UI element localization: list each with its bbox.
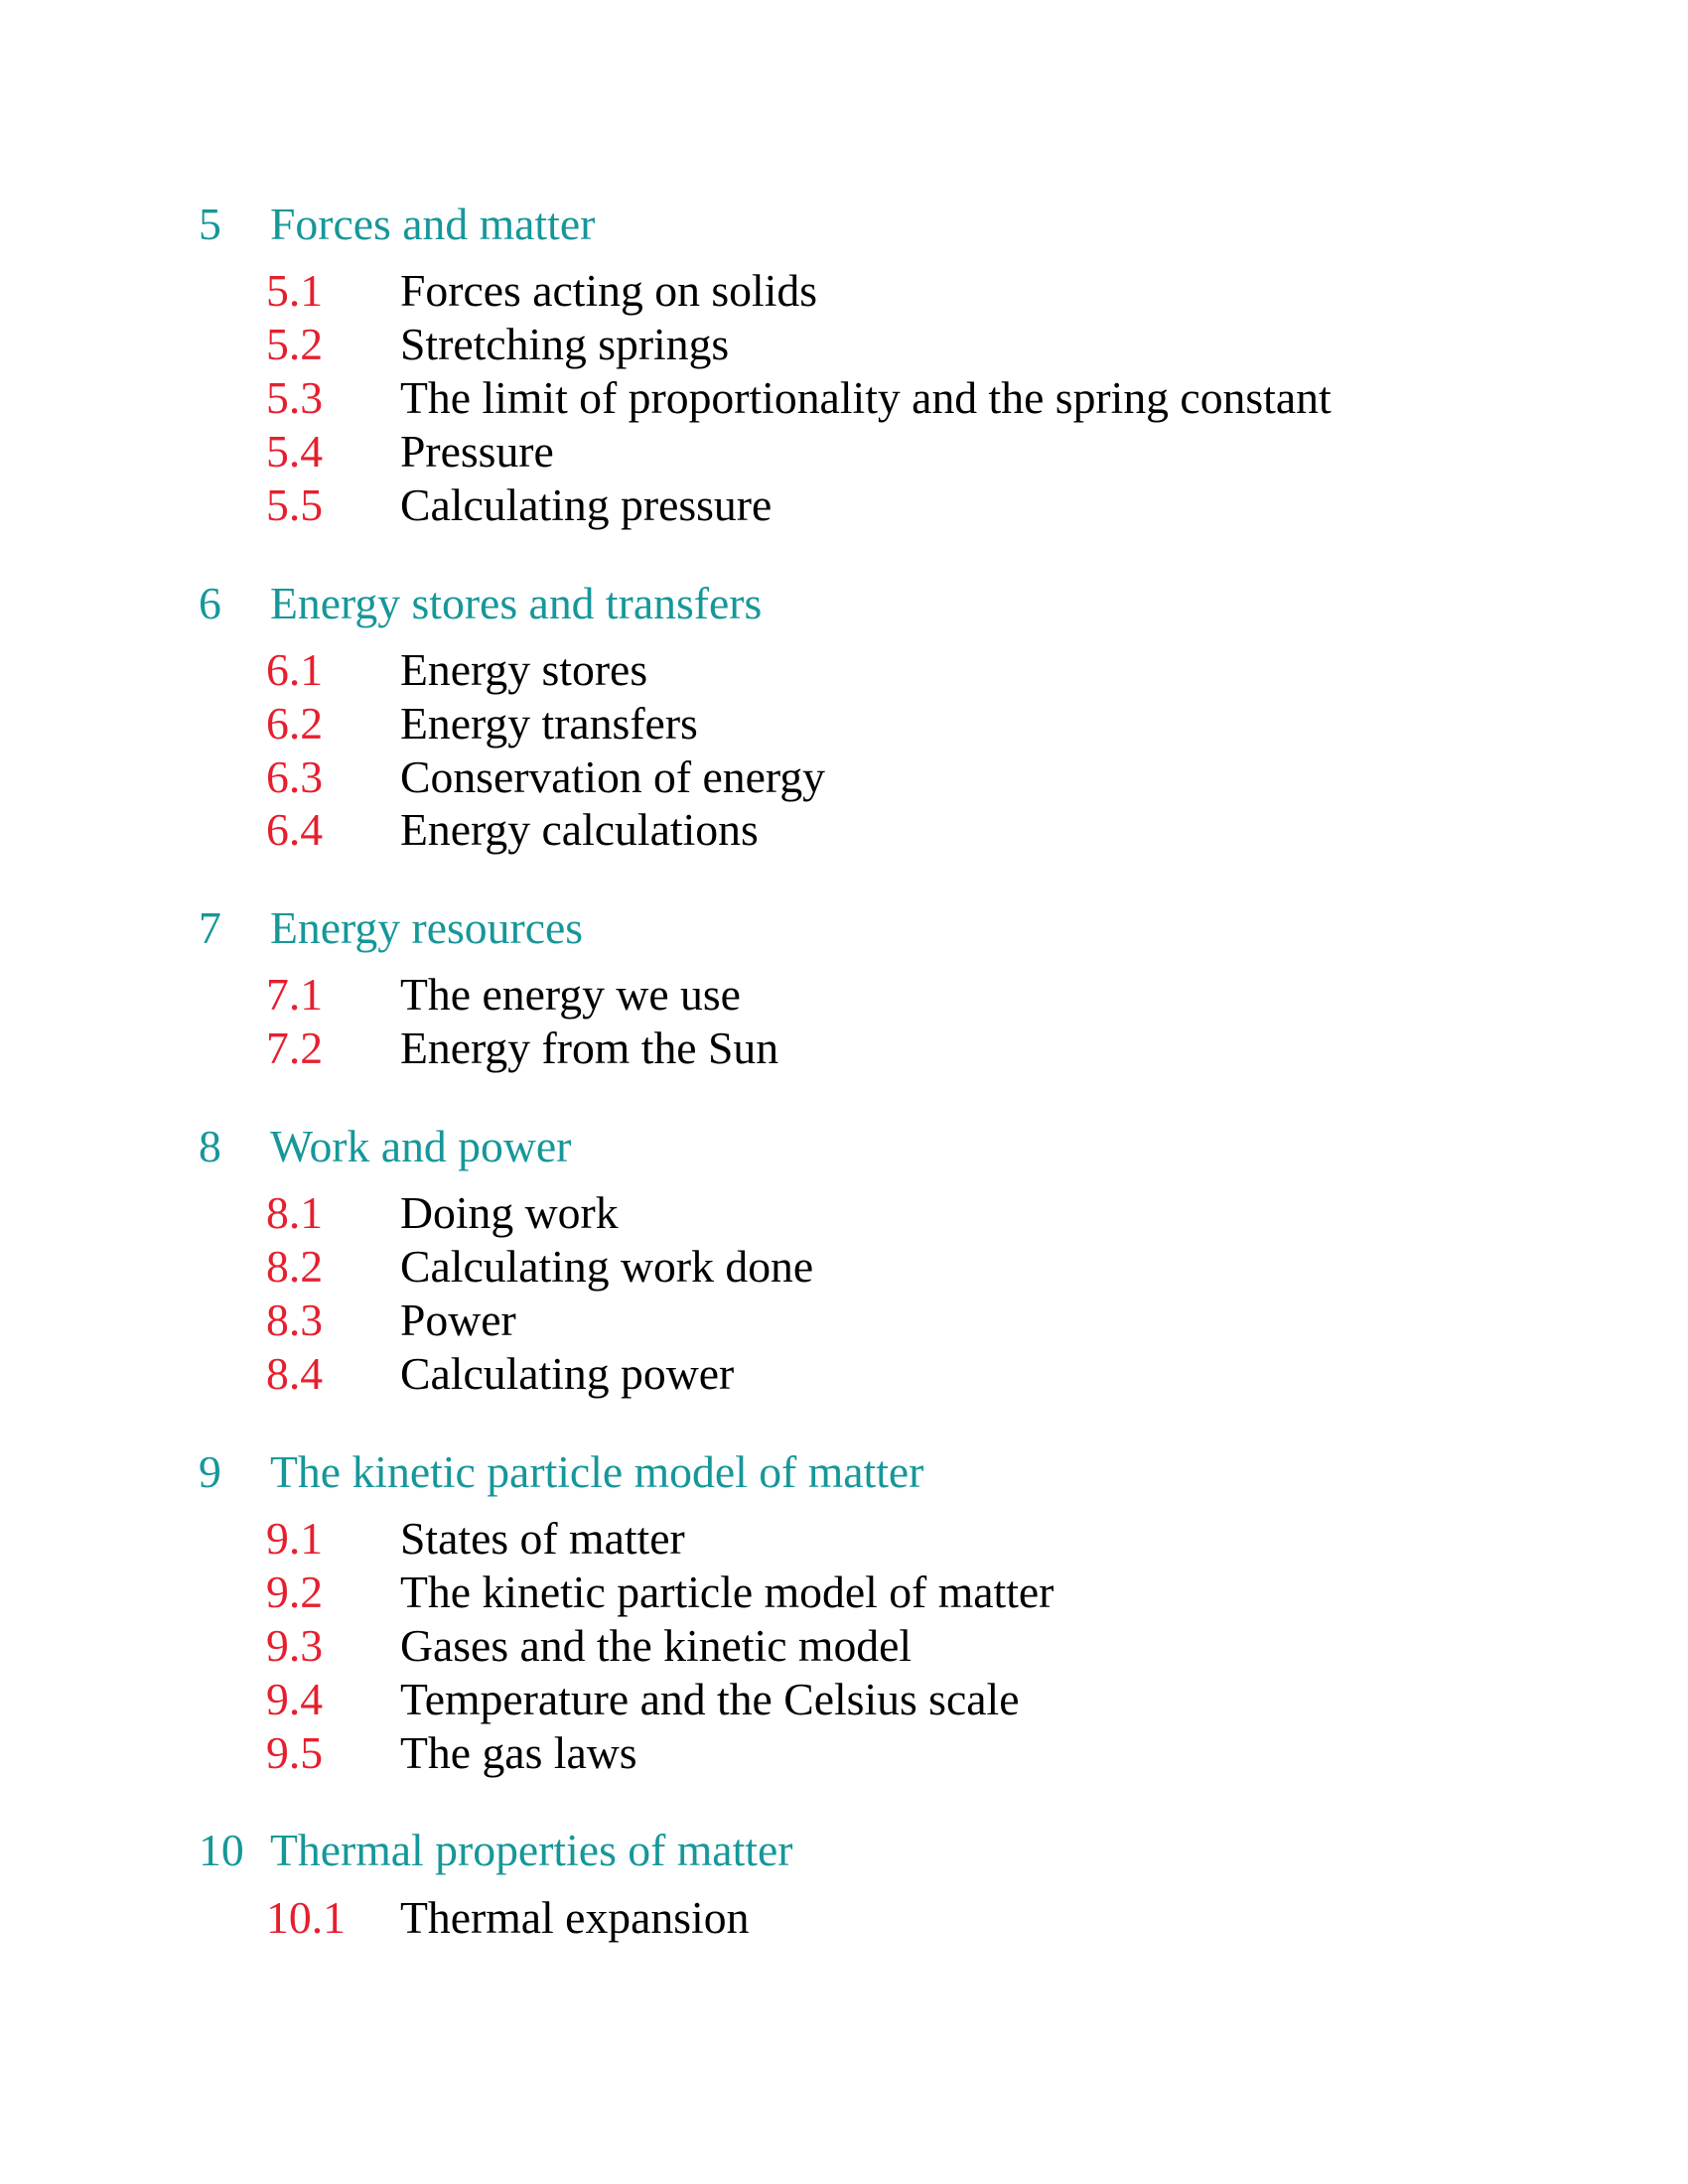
section-number: 8.2 — [266, 1241, 324, 1293]
section-entry[interactable] — [0, 751, 1688, 804]
chapter-9 — [0, 1445, 1688, 1780]
section-title: Calculating work done — [400, 1241, 814, 1293]
chapter-heading[interactable] — [0, 901, 1688, 955]
chapter-number: 5 — [199, 199, 221, 249]
section-title: Doing work — [400, 1187, 619, 1239]
section-number: 5.4 — [266, 425, 324, 477]
section-number: 5.2 — [266, 319, 324, 370]
chapter-title: Energy resources — [270, 902, 584, 954]
chapter-title: The kinetic particle model of matter — [270, 1445, 924, 1497]
section-title: Stretching springs — [400, 319, 730, 370]
chapter-10 — [0, 1824, 1688, 1944]
chapter-title: Thermal properties of matter — [270, 1825, 793, 1876]
section-entry[interactable] — [0, 968, 1688, 1022]
section-title: Gases and the kinetic model — [400, 1619, 913, 1671]
section-entry[interactable] — [0, 1619, 1688, 1673]
chapter-7 — [0, 901, 1688, 1075]
chapter-number: 10 — [199, 1825, 244, 1876]
section-entry[interactable] — [0, 1294, 1688, 1347]
section-entry[interactable] — [0, 1726, 1688, 1780]
chapter-8 — [0, 1120, 1688, 1401]
section-number: 7.2 — [266, 1023, 324, 1074]
section-title: Power — [400, 1295, 516, 1346]
chapter-title: Energy stores and transfers — [270, 577, 763, 628]
section-entry[interactable] — [0, 1240, 1688, 1294]
section-number: 9.1 — [266, 1513, 324, 1565]
section-number: 8.3 — [266, 1295, 324, 1346]
section-entry[interactable] — [0, 1566, 1688, 1619]
chapter-heading[interactable] — [0, 198, 1688, 251]
section-entry[interactable] — [0, 478, 1688, 532]
section-number: 5.1 — [266, 265, 324, 317]
section-title: Conservation of energy — [400, 751, 826, 802]
section-number: 8.1 — [266, 1187, 324, 1239]
section-title: Temperature and the Celsius scale — [400, 1673, 1020, 1724]
section-title: Energy stores — [400, 643, 648, 695]
chapter-number: 9 — [199, 1445, 221, 1497]
section-number: 10.1 — [266, 1891, 346, 1943]
section-title: Forces acting on solids — [400, 265, 818, 317]
section-title: The kinetic particle model of matter — [400, 1566, 1055, 1617]
chapter-heading[interactable] — [0, 1445, 1688, 1499]
section-title: States of matter — [400, 1513, 685, 1565]
section-entry[interactable] — [0, 371, 1688, 425]
section-title: Energy from the Sun — [400, 1023, 779, 1074]
section-entry[interactable] — [0, 1347, 1688, 1401]
section-entry[interactable] — [0, 318, 1688, 371]
section-entry[interactable] — [0, 1673, 1688, 1726]
section-entry[interactable] — [0, 803, 1688, 857]
section-title: The limit of proportionality and the spring constant — [400, 371, 1332, 423]
section-entry[interactable] — [0, 1186, 1688, 1240]
section-title: Energy calculations — [400, 804, 759, 856]
section-entry[interactable] — [0, 1512, 1688, 1566]
chapter-number: 7 — [199, 902, 221, 954]
section-title: Calculating power — [400, 1348, 735, 1399]
chapter-title: Work and power — [270, 1121, 572, 1172]
section-title: The gas laws — [400, 1726, 637, 1778]
chapter-5 — [0, 198, 1688, 532]
chapter-heading[interactable] — [0, 1824, 1688, 1877]
section-title: The energy we use — [400, 969, 741, 1021]
chapter-number: 8 — [199, 1121, 221, 1172]
section-entry[interactable] — [0, 643, 1688, 697]
section-number: 6.3 — [266, 751, 324, 802]
chapter-number: 6 — [199, 577, 221, 628]
chapter-6 — [0, 577, 1688, 858]
section-title: Energy transfers — [400, 697, 698, 749]
section-number: 9.2 — [266, 1566, 324, 1617]
section-number: 9.4 — [266, 1673, 324, 1724]
chapter-heading[interactable] — [0, 577, 1688, 630]
section-entry[interactable] — [0, 1022, 1688, 1075]
section-number: 9.5 — [266, 1726, 324, 1778]
section-title: Pressure — [400, 425, 554, 477]
section-entry[interactable] — [0, 264, 1688, 318]
section-number: 5.3 — [266, 371, 324, 423]
section-entry[interactable] — [0, 1891, 1688, 1945]
section-title: Thermal expansion — [400, 1891, 750, 1943]
section-number: 9.3 — [266, 1619, 324, 1671]
section-title: Calculating pressure — [400, 478, 773, 530]
section-number: 6.1 — [266, 643, 324, 695]
section-number: 7.1 — [266, 969, 324, 1021]
section-entry[interactable] — [0, 425, 1688, 478]
chapter-title: Forces and matter — [270, 199, 596, 249]
section-number: 6.4 — [266, 804, 324, 856]
section-number: 8.4 — [266, 1348, 324, 1399]
chapter-heading[interactable] — [0, 1120, 1688, 1173]
table-of-contents — [0, 198, 1688, 1989]
section-number: 6.2 — [266, 697, 324, 749]
section-entry[interactable] — [0, 697, 1688, 751]
section-number: 5.5 — [266, 478, 324, 530]
